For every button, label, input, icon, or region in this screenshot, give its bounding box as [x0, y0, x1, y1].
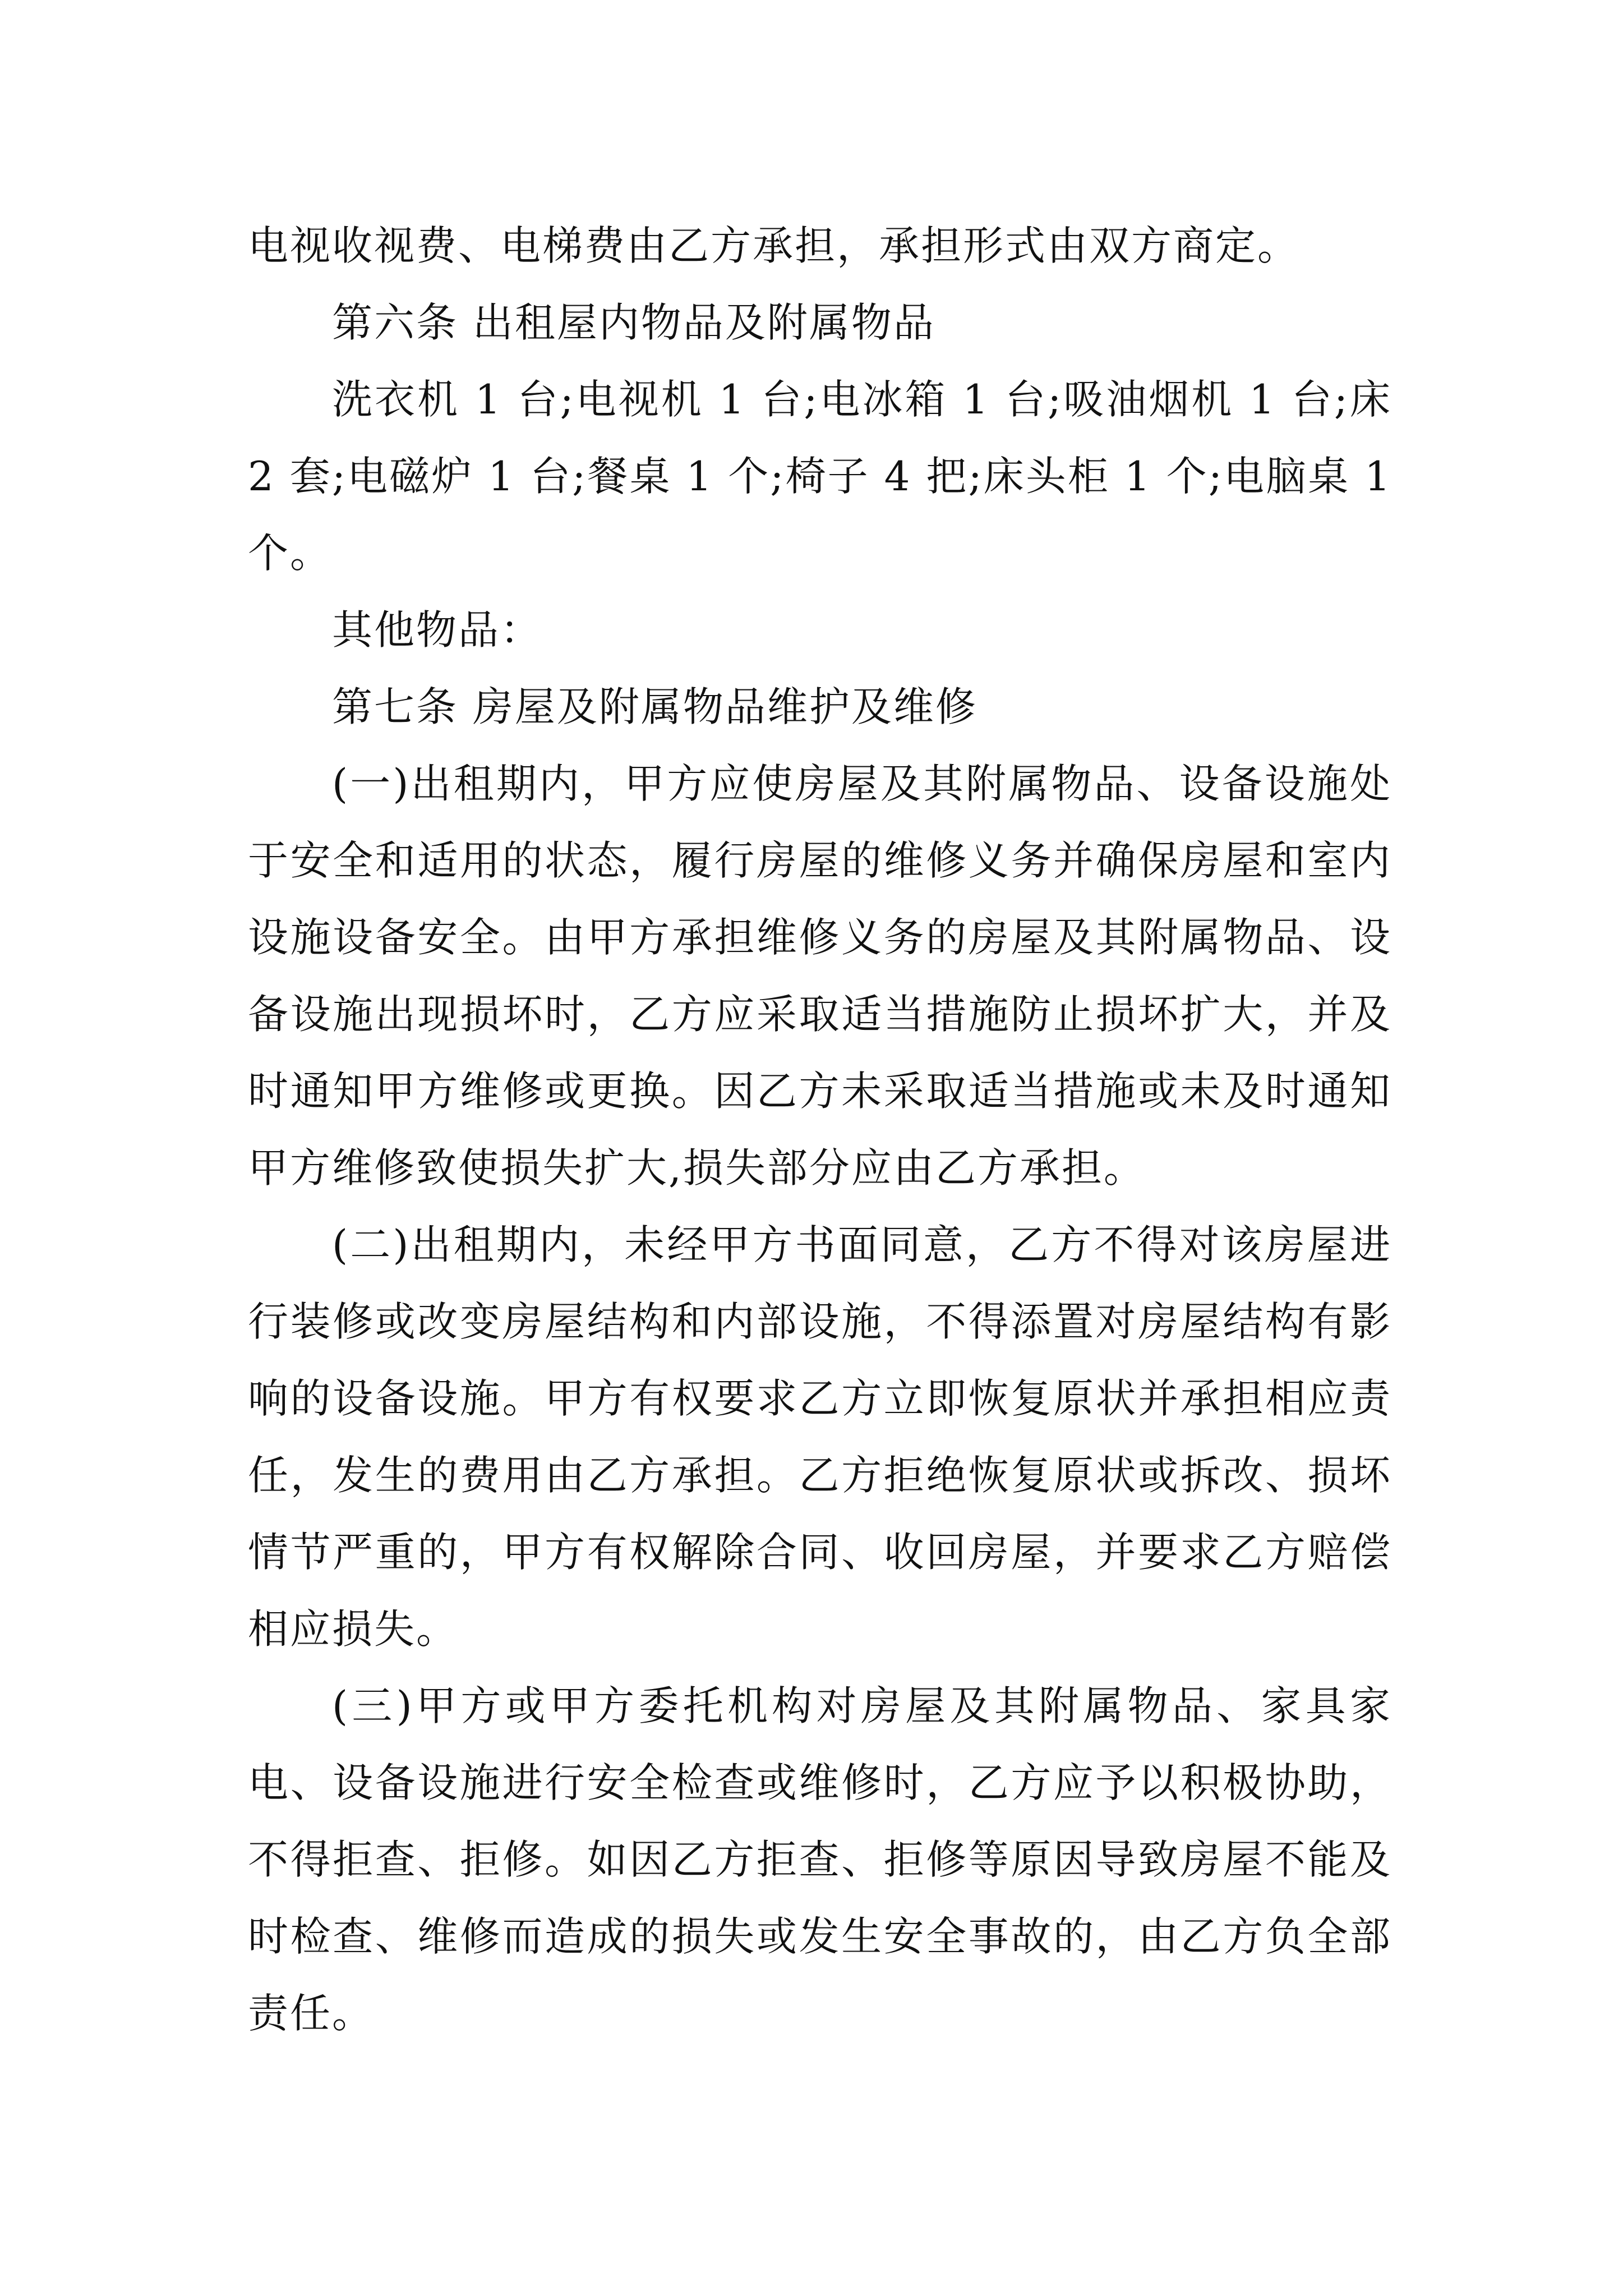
paragraph-maintenance-clause-1: (一)出租期内，甲方应使房屋及其附属物品、设备设施处于安全和适用的状态，履行房屋的维修义务并确保房屋和室内设施设备安全。由甲方承担维修义务的房屋及其附属物品、设备设施出现损坏时，乙方应采取适当措施防止损坏扩大，并及时通知甲方维修或更换。因乙方未采取适当措施或未及时通知甲方维修致使损失扩大,损失部分应由乙方承担。	[248, 760, 1392, 1191]
paragraph-furnishings-list: 洗衣机 1 台;电视机 1 台;电冰箱 1 台;吸油烟机 1 台;床 2 套;电磁炉 1 台;餐桌 1 个;椅子 4 把;床头柜 1 个;电脑桌 1 个。	[248, 376, 1392, 577]
article-seven-heading: 第七条 房屋及附属物品维护及维修	[332, 683, 978, 730]
article-six-heading: 第六条 出租屋内物品及附属物品	[332, 299, 935, 346]
contract-text-body	[248, 208, 1392, 2052]
paragraph-maintenance-clause-3: (三)甲方或甲方委托机构对房屋及其附属物品、家具家电、设备设施进行安全检查或维修时，乙方应予以积极协助，不得拒查、拒修。如因乙方拒查、拒修等原因导致房屋不能及时检查、维修而造成的损失或发生安全事故的，由乙方负全部责任。	[248, 1682, 1392, 2037]
paragraph-utility-fees: 电视收视费、电梯费由乙方承担，承担形式由双方商定。	[248, 222, 1300, 269]
paragraph-other-items: 其他物品：	[332, 606, 543, 654]
paragraph-maintenance-clause-2: (二)出租期内，未经甲方书面同意，乙方不得对该房屋进行装修或改变房屋结构和内部设施，不得添置对房屋结构有影响的设备设施。甲方有权要求乙方立即恢复原状并承担相应责任，发生的费用由乙方承担。乙方拒绝恢复原状或拆改、损坏情节严重的，甲方有权解除合同、收回房屋，并要求乙方赔偿相应损失。	[248, 1221, 1392, 1653]
